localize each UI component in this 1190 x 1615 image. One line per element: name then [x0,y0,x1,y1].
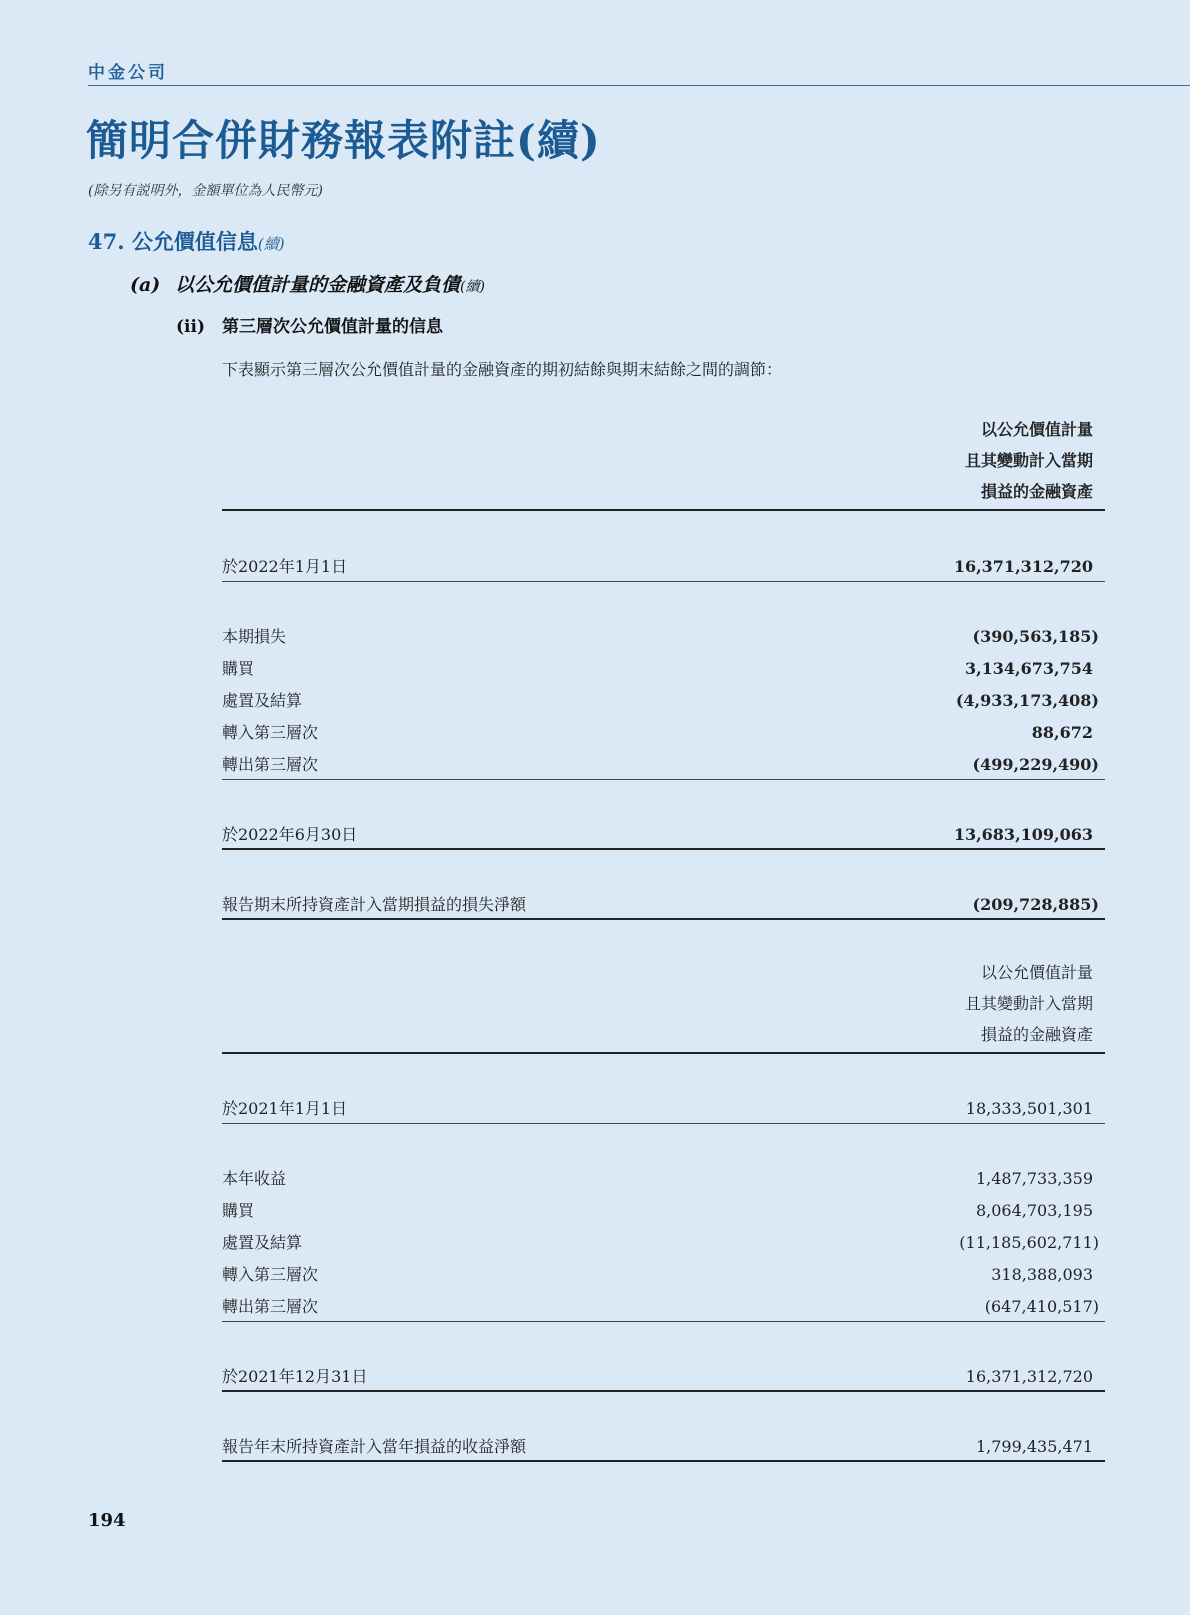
table-row [222,1294,1105,1320]
row-label: 處置及結算 [222,1233,303,1252]
table-row [222,624,1105,650]
row-label: 於2021年12月31日 [222,1367,368,1386]
table-2022-opening-rule [222,581,1105,582]
table-2022-closing-rule [222,848,1105,850]
row-label: 本期損失 [222,627,287,646]
section-47-heading [88,226,285,256]
row-label: 轉出第三層次 [222,1297,319,1316]
row-label: 轉出第三層次 [222,755,319,774]
section-47-cont: (續) [257,235,285,253]
section-ii-heading [176,312,443,337]
table-2021-header-line1: 以公允價值計量 [980,963,1093,982]
table-2022-net-rule [222,918,1105,920]
section-a-title: 以公允價值計量的金融資產及負債 [175,274,461,296]
table-2021-movement-rule [222,1321,1105,1322]
row-value: (499,229,490) [972,755,1099,774]
row-value: 16,371,312,720 [953,557,1093,576]
table-row [222,1434,1105,1460]
table-row [222,892,1105,918]
row-label: 轉入第三層次 [222,1265,319,1284]
table-2021-net-rule [222,1460,1105,1462]
row-value: 13,683,109,063 [953,825,1093,844]
row-label: 報告年末所持資產計入當年損益的收益淨額 [222,1437,527,1456]
row-value: (647,410,517) [984,1297,1099,1316]
row-value: 8,064,703,195 [975,1201,1093,1220]
row-value: 16,371,312,720 [965,1367,1093,1386]
table-2022-header-rule [222,509,1105,511]
section-47-title: 公允價值信息 [131,229,258,254]
row-value: 3,134,673,754 [964,659,1093,678]
row-label: 於2022年1月1日 [222,557,348,576]
table-2021-header-line3: 損益的金融資產 [980,1025,1093,1044]
section-a-heading [130,270,485,297]
company-name: 中金公司 [88,63,168,83]
row-label: 購買 [222,659,255,678]
section-47-number: 47. [88,229,125,254]
row-value: 88,672 [1031,723,1093,742]
table-row [222,1262,1105,1288]
row-value: 1,487,733,359 [975,1169,1093,1188]
section-a-cont: (續) [460,279,485,295]
section-ii-title: 第三層次公允價值計量的信息 [222,317,443,337]
table-row [222,1230,1105,1256]
row-label: 報告期末所持資產計入當期損益的損失淨額 [222,895,527,914]
row-value: (4,933,173,408) [955,691,1099,710]
row-label: 於2021年1月1日 [222,1099,348,1118]
table-2021-header-line2: 且其變動計入當期 [964,994,1093,1013]
row-label: 於2022年6月30日 [222,825,358,844]
row-label: 轉入第三層次 [222,723,319,742]
row-value: (390,563,185) [972,627,1099,646]
table-row [222,720,1105,746]
table-2022-movement-rule [222,779,1105,780]
row-label: 處置及結算 [222,691,303,710]
table-row [222,1166,1105,1192]
table-row [222,1198,1105,1224]
table-row [222,822,1105,848]
header-rule [88,85,1190,86]
table-2022-header-line3: 損益的金融資產 [980,482,1093,501]
row-label: 本年收益 [222,1169,287,1188]
section-ii-number: (ii) [176,317,206,337]
table-row [222,656,1105,682]
row-value: 1,799,435,471 [975,1437,1093,1456]
table-2022-header-line1: 以公允價值計量 [980,420,1093,439]
row-label: 購買 [222,1201,255,1220]
page-number: 194 [88,1510,126,1531]
table-row [222,752,1105,778]
table-row [222,1364,1105,1390]
row-value: 18,333,501,301 [965,1099,1093,1118]
section-a-number: (a) [130,274,161,296]
intro-text: 下表顯示第三層次公允價值計量的金融資產的期初結餘與期末結餘之間的調節： [222,360,783,379]
table-row [222,554,1105,580]
page-subtitle: (除另有説明外，金額單位為人民幣元) [88,183,323,199]
table-2022-header [965,414,1093,507]
table-2021-header-rule [222,1052,1105,1054]
row-value: (11,185,602,711) [959,1233,1099,1252]
table-2021-header [965,957,1093,1050]
row-value: 318,388,093 [991,1265,1093,1284]
table-2021-opening-rule [222,1123,1105,1124]
table-2021-closing-rule [222,1390,1105,1392]
page-title: 簡明合併財務報表附註(續) [86,116,601,165]
row-value: (209,728,885) [972,895,1099,914]
table-row [222,1096,1105,1122]
table-2022-header-line2: 且其變動計入當期 [964,451,1093,470]
table-row [222,688,1105,714]
